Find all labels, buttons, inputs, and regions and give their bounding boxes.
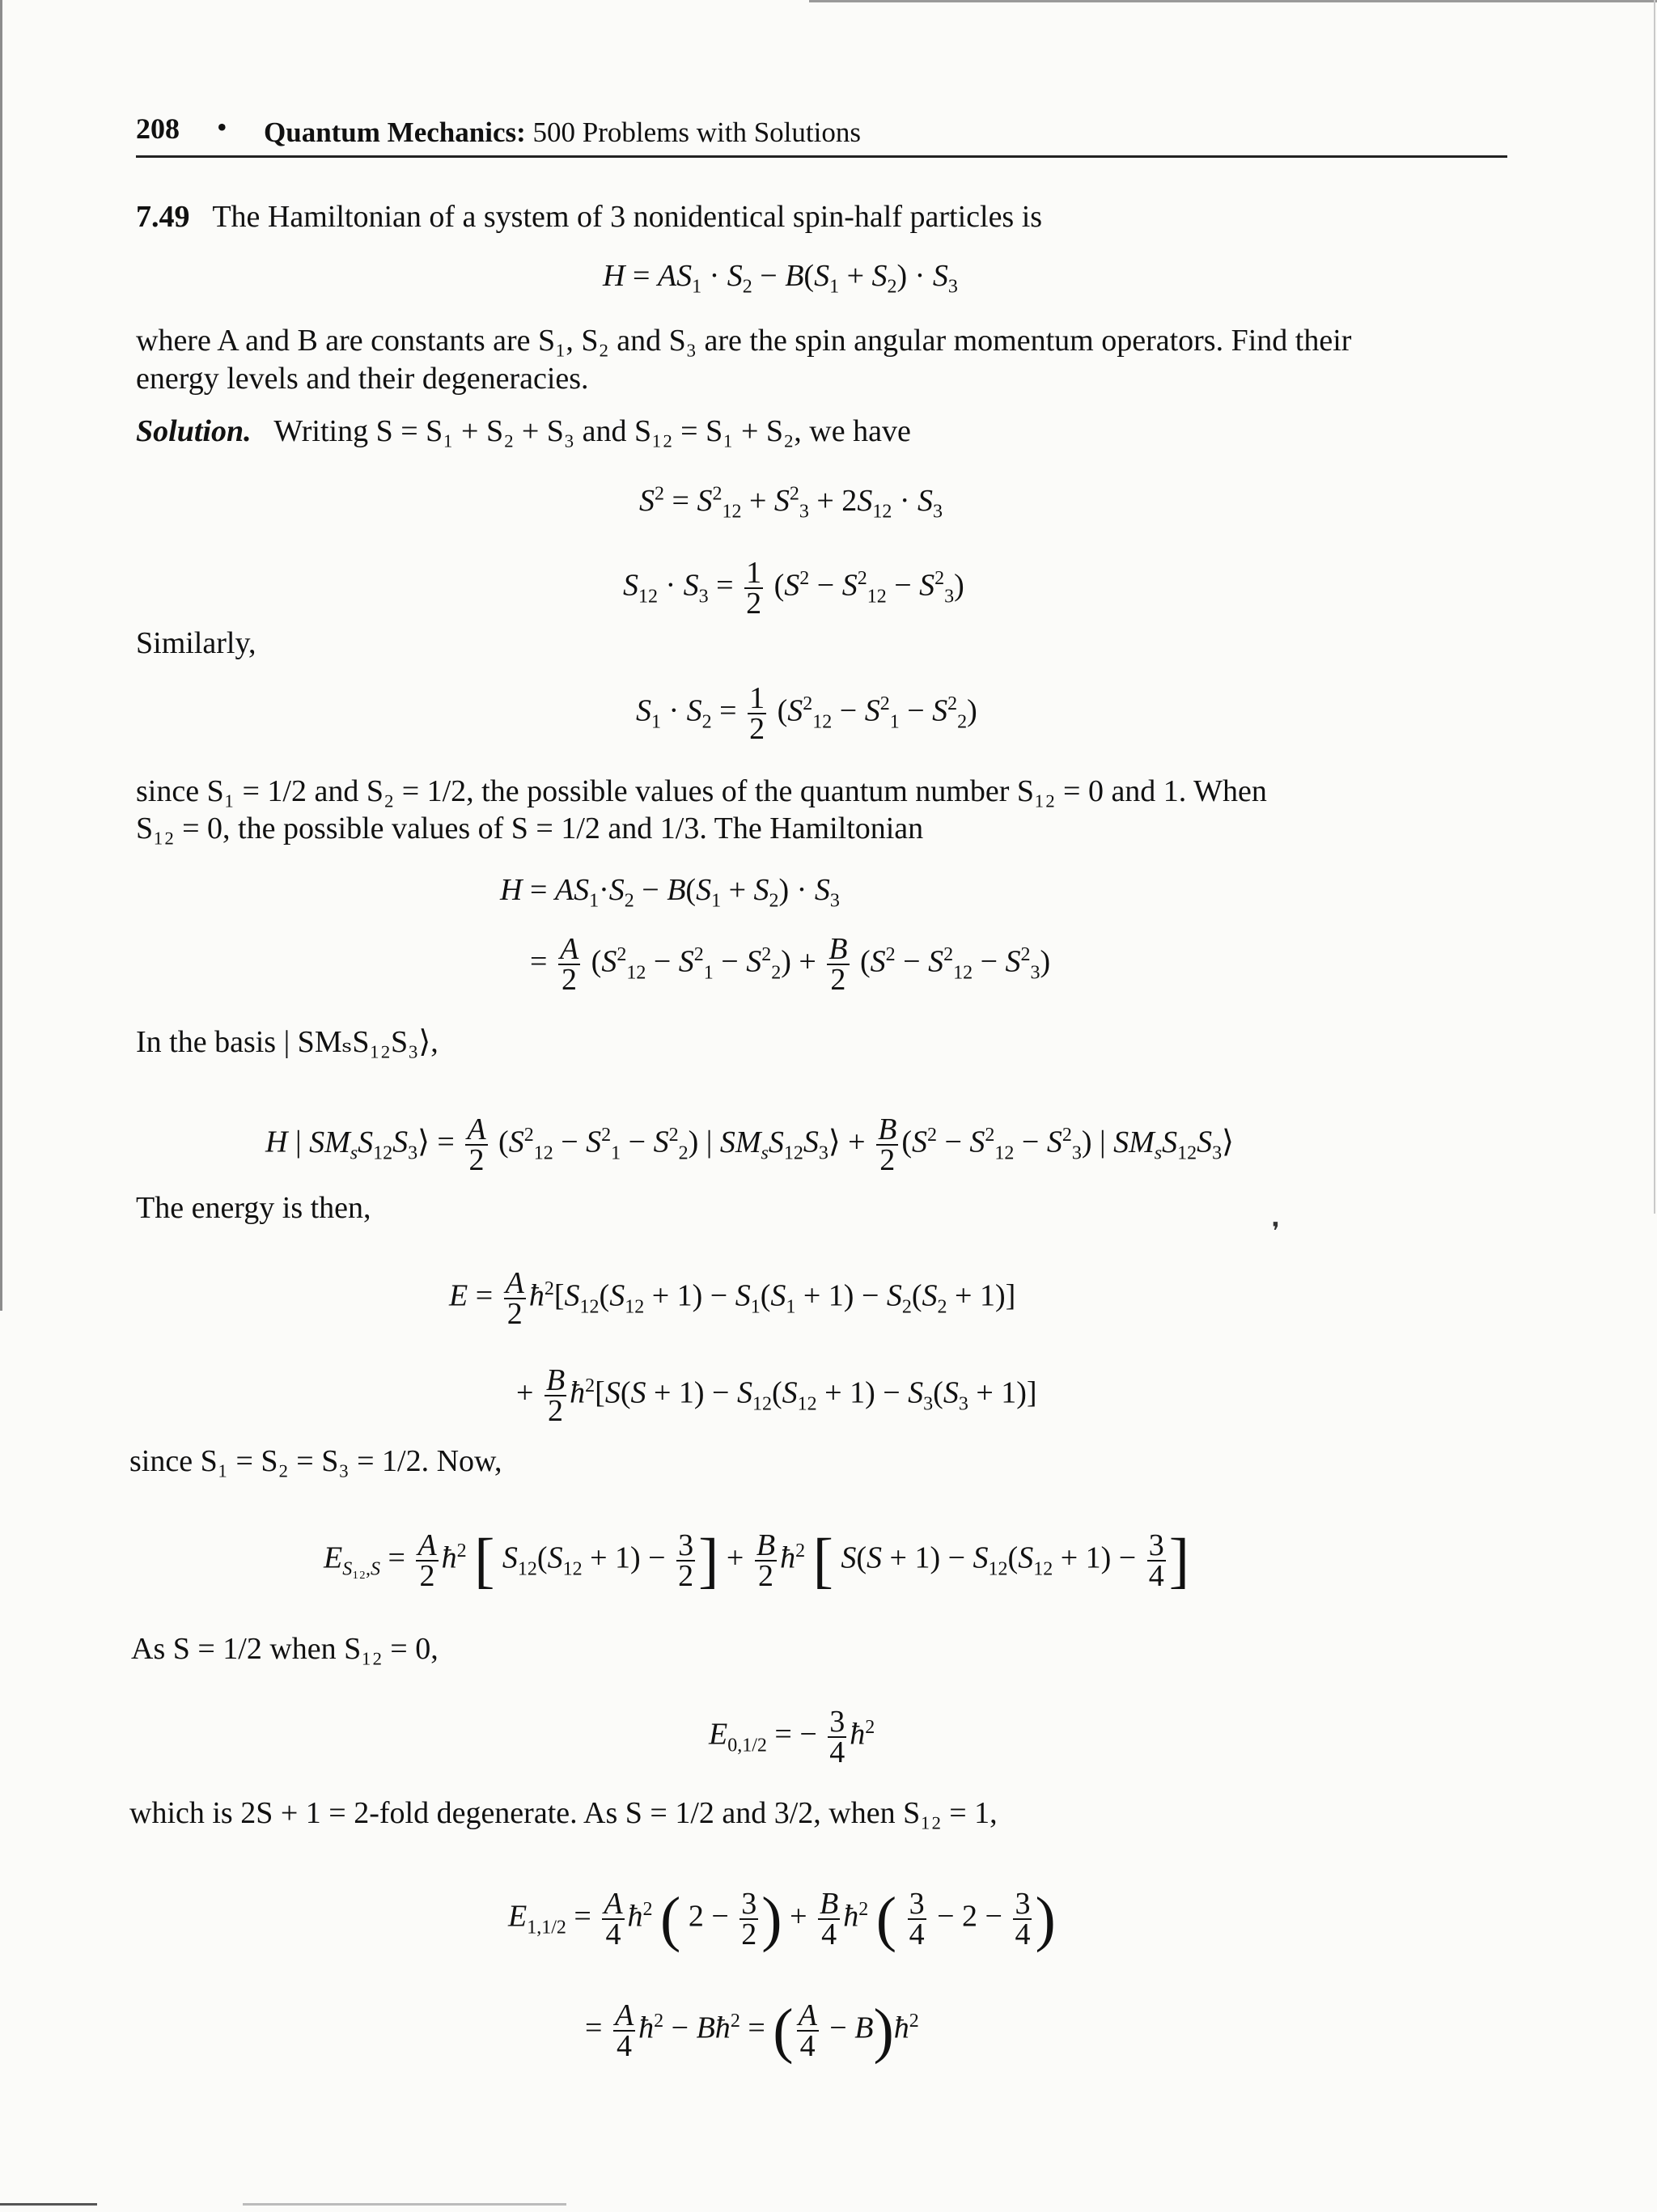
problem-description-line1: where A and B are constants are S₁, S₂ and S₃ are the spin angular momentum operators. Find their <box>136 324 1352 358</box>
since-line2: S₁₂ = 0, the possible values of S = 1/2 and 1/3. The Hamiltonian <box>136 811 924 845</box>
similarly-text: Similarly, <box>136 626 256 660</box>
stray-mark: ❜ <box>1272 1218 1280 1245</box>
page-edge <box>1654 0 1655 1214</box>
page-edge <box>809 0 1657 2</box>
equation-s1-dot-s2: $S_1 \cdot S_2$ = $\frac{1}{2}$ $(S^2_{12} - S^2_1 - S^2_2)$ <box>636 681 977 746</box>
basis-text: In the basis | SMₛS₁₂S₃⟩, <box>136 1025 439 1059</box>
page-number: 208 <box>136 112 180 145</box>
running-header <box>136 112 1507 157</box>
problem-description-line2: energy levels and their degeneracies. <box>136 362 589 396</box>
equation-e-0-half: $E_{0,1/2}$ = − $\frac{3}{4}$ $ħ^2$ <box>709 1705 875 1769</box>
page-edge <box>0 0 2 1311</box>
scan-artifact <box>0 2203 890 2206</box>
equation-h-on-basis: H | $SM_sS_{12}S_3⟩$ = $\frac{A}{2}$ $(S^2_{12} - S^2_1 - S^2_2)$ | $SM_sS_{12}S_3⟩$ + $\frac{B}{2}$ $(S^2 - S^2_{12} - S^2_3)$ | $SM_sS_{12}S_3⟩$ <box>265 1112 1234 1177</box>
problem-number: 7.49 <box>136 200 190 234</box>
equation-e-1-half-a: $E_{1,1/2}$ = $\frac{A}{4}$ $ħ^2$ ( 2 − $\frac{3}{2}$ ) + $\frac{B}{4}$ $ħ^2$ ( $\frac{3}{4}$ − 2 − $\frac{3}{4}$ ) <box>508 1885 1056 1953</box>
since-equal-text: since S₁ = S₂ = S₃ = 1/2. Now, <box>129 1444 502 1478</box>
equation-s-squared: $S^2 = S^2_{12} + S^2_3 + 2S_{12} \cdot S_3$ <box>639 483 943 523</box>
equation-hamiltonian-expanded-1: $H = AS_1\cdot S_2 - B(S_1 + S_2) \cdot S_3$ <box>500 873 840 912</box>
book-title-bold: Quantum Mechanics: <box>264 117 526 148</box>
equation-e-1-half-b: = $\frac{A}{4}$ $ħ^2$ − $Bħ^2$ = ( $\frac{A}{4}$ − $B)ħ^2$ <box>585 1997 919 2065</box>
problem-text: The Hamiltonian of a system of 3 nonidentical spin-half particles is <box>212 200 1043 234</box>
header-bullet: • <box>217 111 227 143</box>
book-title <box>264 117 861 149</box>
equation-hamiltonian-expanded-2: = $\frac{A}{2}$ $(S^2_{12} - S^2_1 - S^2_2)$ + $\frac{B}{2}$ $(S^2 - S^2_{12} - S^2_3)$ <box>530 932 1051 997</box>
equation-energy-1: E = $\frac{A}{2}$ $ħ^2[S_{12}(S_{12} + 1) - S_1(S_1 + 1) - S_2(S_2 + 1)]$ <box>449 1266 1016 1331</box>
equation-energy-2: + $\frac{B}{2}$ $ħ^2[S(S + 1) - S_{12}(S_{12} + 1) - S_3(S_3 + 1)]$ <box>516 1363 1037 1428</box>
solution-intro <box>136 413 911 450</box>
since-line1: since S₁ = 1/2 and S₂ = 1/2, the possible values of the quantum number S₁₂ = 0 and 1. When <box>136 774 1267 808</box>
equation-energy-s12-s: $E_{S_{12},S}$ = $\frac{A}{2}$ $ħ^2$ [ $S_{12}(S_{12} + 1)$ − $\frac{3}{2}$ ] + $\frac{B}{2}$ $ħ^2$ [ $S(S + 1) - S_{12}(S_{12} + 1)$ − $\frac{3}{4}$ ] <box>324 1527 1190 1595</box>
energy-then-text: The energy is then, <box>136 1191 371 1225</box>
solution-intro-text: Writing S = S₁ + S₂ + S₃ and S₁₂ = S₁ + S₂, we have <box>273 414 911 448</box>
book-title-rest: 500 Problems with Solutions <box>525 117 861 148</box>
as-s-text: As S = 1/2 when S₁₂ = 0, <box>131 1632 439 1666</box>
which-is-text: which is 2S + 1 = 2-fold degenerate. As S = 1/2 and 3/2, when S₁₂ = 1, <box>129 1796 998 1830</box>
problem-statement <box>136 198 1042 235</box>
header-rule <box>136 155 1507 158</box>
equation-s12-dot-s3: $S_{12} \cdot S_3$ = $\frac{1}{2}$ $(S^2 - S^2_{12} - S^2_3)$ <box>623 556 964 621</box>
equation-hamiltonian: $H = AS_1 \cdot S_2 - B(S_1 + S_2) \cdot S_3$ <box>603 259 958 298</box>
solution-label: Solution. <box>136 414 252 448</box>
